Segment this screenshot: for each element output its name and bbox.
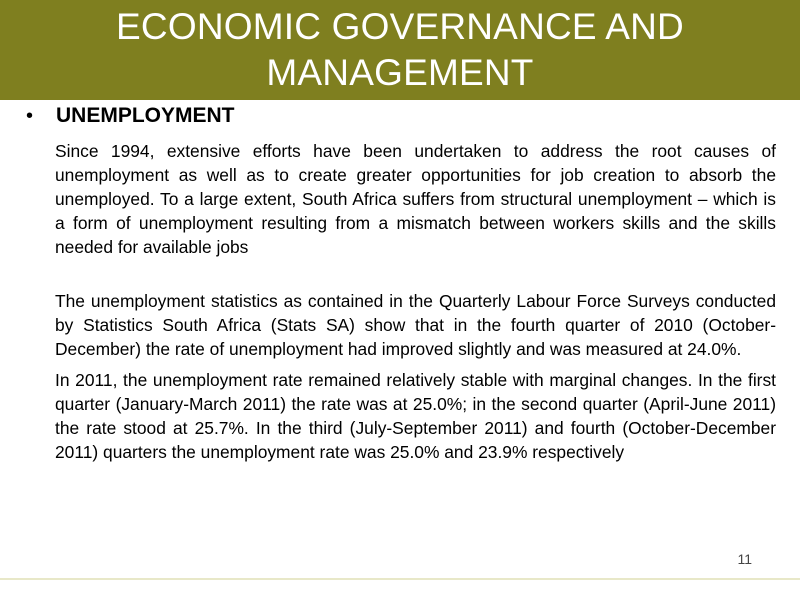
paragraph-2: The unemployment statistics as contained in the Quarterly Labour Force Surveys conducted by Statistics South Africa (Stats SA) show that in the fourth quarter of 2010 (October-December) the rate of unemployment had improved slightly and was measured at 24.0%. — [55, 291, 776, 359]
section-heading: UNEMPLOYMENT — [56, 104, 235, 127]
bullet-item — [24, 102, 776, 130]
slide-title: ECONOMIC GOVERNANCE AND MANAGEMENT — [116, 6, 684, 93]
title-bar — [0, 0, 800, 100]
footer-divider — [0, 578, 800, 580]
paragraph-3: In 2011, the unemployment rate remained relatively stable with marginal changes. In the first quarter (January-March 2011) the rate was at 25.0%; in the second quarter (April-June 2011) the rate stood at 25.7%. In the third (July-September 2011) and fourth (October-December 2011) quarters the unemployment rate was 25.0% and 23.9% respectively — [55, 370, 776, 462]
slide-body — [24, 102, 776, 464]
page-number: 11 — [737, 551, 752, 567]
bullet-icon: • — [26, 105, 34, 127]
paragraph-1: Since 1994, extensive efforts have been undertaken to address the root causes of unemployment as well as to create greater opportunities for job creation to absorb the unemployed. To a large extent, South Africa suffers from structural unemployment – which is a form of unemployment resulting from a mismatch between workers skills and the skills needed for available jobs — [55, 141, 776, 257]
